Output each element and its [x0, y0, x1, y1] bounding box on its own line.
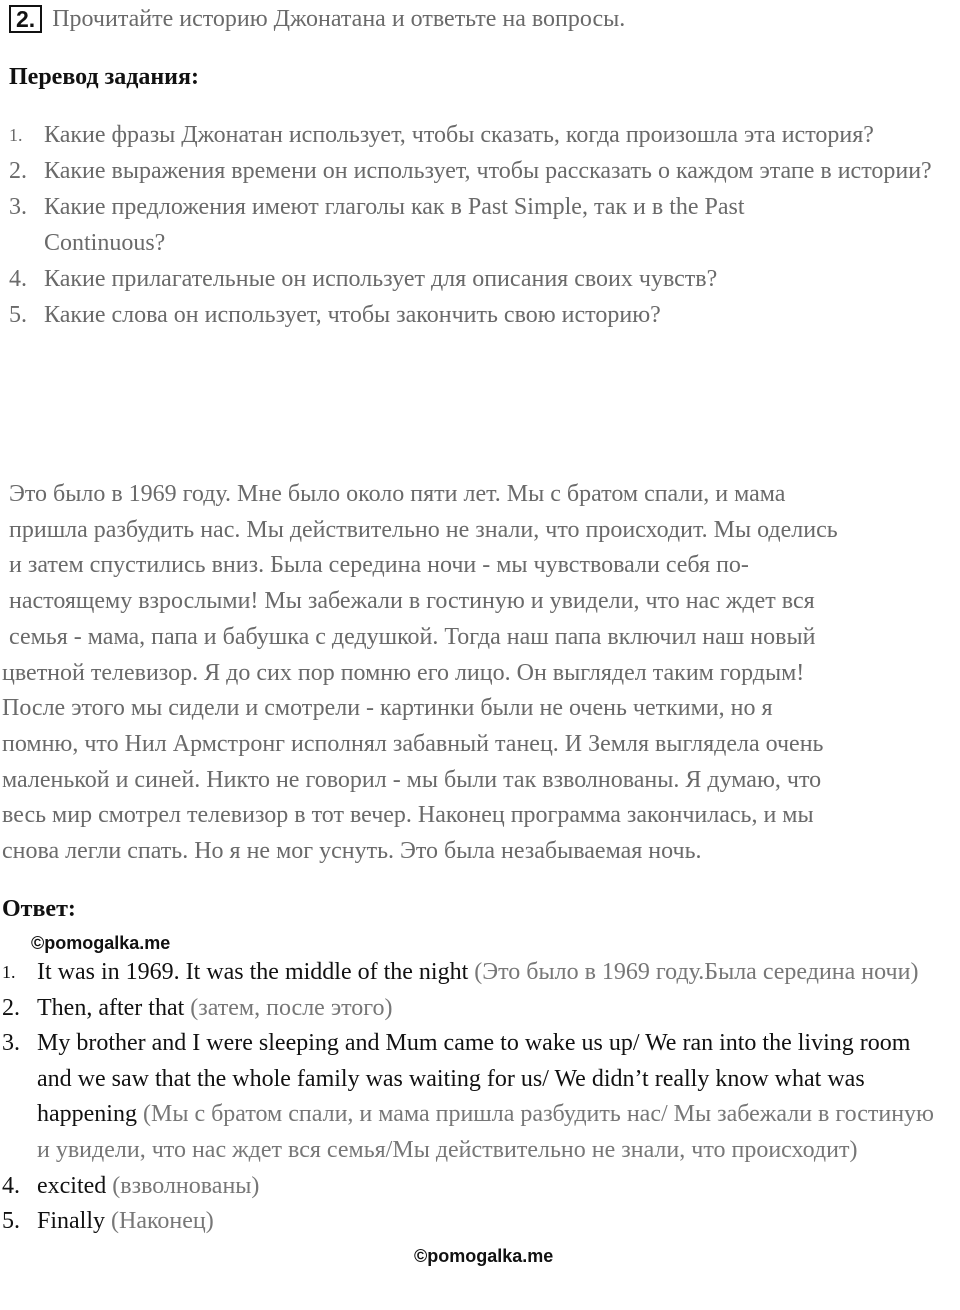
question-number: 2.: [9, 158, 27, 184]
question-item-1: [9, 117, 949, 153]
question-item-2: [9, 153, 949, 189]
story-line: семья - мама, папа и бабушка с дедушкой. Тогда наш папа включил наш новый: [9, 623, 816, 650]
answer-text: [2, 955, 957, 991]
question-number: 1.: [9, 125, 23, 145]
watermark-top: ©pomogalka.me: [31, 933, 171, 953]
watermark-bottom: ©pomogalka.me: [414, 1246, 554, 1266]
question-number: 4.: [9, 266, 27, 292]
question-number: 5.: [9, 302, 27, 328]
answer-list: [2, 955, 957, 1240]
answer-number: 5.: [2, 1208, 20, 1235]
question-text: Какие слова он использует, чтобы закончить свою историю?: [44, 302, 661, 328]
question-text: Какие фразы Джонатан использует, чтобы сказать, когда произошла эта история?: [44, 122, 874, 148]
question-number: 3.: [9, 194, 27, 220]
story-line: пришла разбудить нас. Мы действительно не знали, что происходит. Мы оделись: [9, 516, 838, 543]
answer-russian: (Это было в 1969 году.Была середина ночи): [474, 959, 919, 985]
answer-heading: Ответ:: [2, 896, 76, 922]
answer-item-2: [2, 991, 957, 1027]
answer-number: 3.: [2, 1030, 20, 1057]
answer-item-4: [2, 1169, 957, 1205]
question-text: Какие прилагательные он использует для описания своих чувств?: [44, 266, 718, 292]
answer-russian: (Мы с братом спали, и мама пришла разбудить нас/ Мы забежали в гостиную и увидели, что нас ждет вся семья/Мы действительно не знали, что происходит): [37, 1101, 934, 1163]
answer-text: [2, 1026, 937, 1168]
answer-number: 1.: [2, 962, 16, 982]
question-list: [9, 117, 949, 333]
question-item-4: [9, 261, 949, 297]
question-text: Какие выражения времени он использует, чтобы рассказать о каждом этапе в истории?: [44, 158, 932, 184]
answer-item-5: [2, 1204, 957, 1240]
answer-text: [2, 1204, 957, 1240]
question-text: Какие предложения имеют глаголы как в Past Simple, так и в the Past Continuous?: [44, 194, 745, 256]
answer-russian: (затем, после этого): [190, 994, 393, 1021]
task-number-box: 2.: [9, 5, 42, 33]
translation-heading: Перевод задания:: [9, 64, 199, 90]
story-line: и затем спустились вниз. Была середина ночи - мы чувствовали себя по-: [9, 552, 749, 579]
answer-russian: (Наконец): [111, 1208, 214, 1235]
answer-number: 2.: [2, 994, 20, 1021]
answer-number: 4.: [2, 1172, 20, 1199]
story-line: весь мир смотрел телевизор в тот вечер. Наконец программа закончилась, и мы: [2, 802, 814, 829]
story-line: настоящему взрослыми! Мы забежали в гостиную и увидели, что нас ждет вся: [9, 588, 815, 615]
story-line: цветной телевизор. Я до сих пор помню его лицо. Он выглядел таким гордым!: [2, 659, 805, 686]
answer-item-3: [2, 1026, 957, 1168]
story-line: снова легли спать. Но я не мог уснуть. Это была незабываемая ночь.: [2, 838, 702, 865]
question-item-3: [9, 189, 949, 261]
story-line: После этого мы сидели и смотрели - картинки были не очень четкими, но я: [2, 695, 773, 722]
question-item-5: [9, 297, 949, 333]
answer-english: It was in 1969. It was the middle of the night: [37, 959, 475, 985]
story-line: маленькой и синей. Никто не говорил - мы были так взволнованы. Я думаю, что: [2, 766, 822, 793]
answer-text: [2, 1169, 957, 1205]
story-line: помню, что Нил Армстронг исполнял забавный танец. И Земля выглядела очень: [2, 730, 824, 757]
task-header: [9, 3, 625, 35]
answer-russian: (взволнованы): [112, 1172, 260, 1199]
answer-english: Finally: [37, 1208, 112, 1235]
answer-english: excited: [37, 1172, 113, 1199]
answer-english: My brother and I were sleeping and Mum came to wake us up/ We ran into the living room and we saw that the whole family was waiting for us/ We didn’t really know what was happening: [37, 1030, 911, 1128]
answer-item-1: [2, 955, 957, 991]
answer-english: Then, after that: [37, 994, 191, 1021]
answer-text: [2, 991, 957, 1027]
story-paragraph: [2, 477, 838, 870]
task-instruction: Прочитайте историю Джонатана и ответьте на вопросы.: [52, 5, 626, 32]
story-line: Это было в 1969 году. Мне было около пяти лет. Мы с братом спали, и мама: [9, 481, 786, 507]
